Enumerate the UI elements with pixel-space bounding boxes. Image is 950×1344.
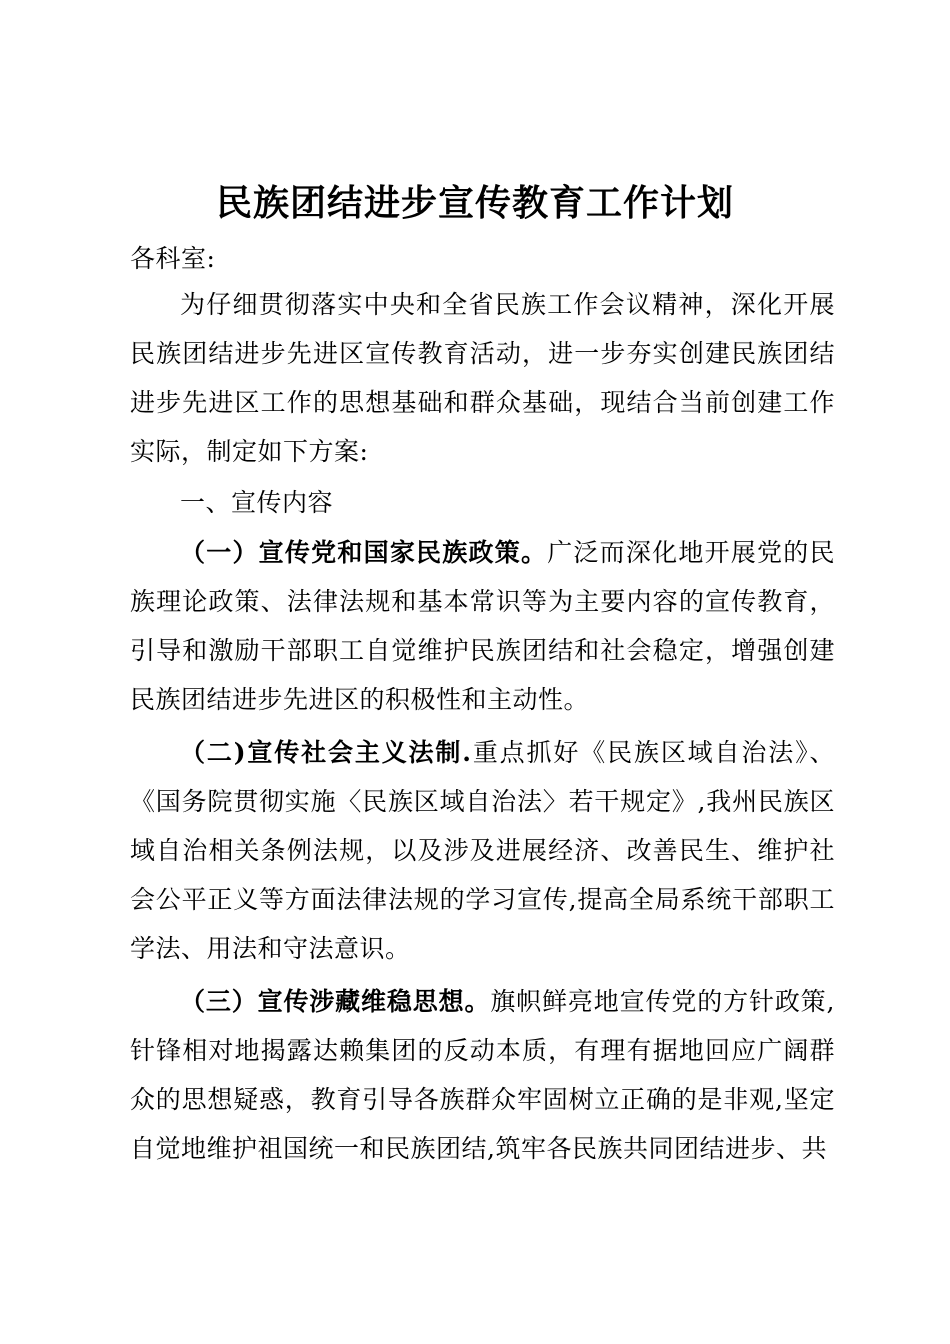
paragraph-stability-thought xyxy=(130,977,835,1173)
paragraph-lead: （二)宣传社会主义法制. xyxy=(180,738,472,767)
document-title: 民族团结进步宣传教育工作计划 xyxy=(215,182,734,224)
section-heading-publicity-content: 一、宣传内容 xyxy=(180,488,334,517)
paragraph-body: 重点抓好《民族区域自治法》、《国务院贯彻实施〈民族区域自治法〉若干规定》,我州民族区域自治相关条例法规，以及涉及进展经济、改善民生、维护社会公平正义等方面法律法规的学习宣传,提高全局系统干部职工学法、用法和守法意识。 xyxy=(130,738,835,963)
paragraph-lead: （一）宣传党和国家民族政策。 xyxy=(180,538,548,567)
paragraph-socialist-law xyxy=(130,728,835,973)
paragraph-national-policy xyxy=(130,528,835,724)
salutation: 各科室: xyxy=(130,244,216,273)
intro-paragraph: 为仔细贯彻落实中央和全省民族工作会议精神，深化开展民族团结进步先进区宣传教育活动，进一步夯实创建民族团结进步先进区工作的思想基础和群众基础，现结合当前创建工作实际，制定如下方案: xyxy=(130,290,835,466)
paragraph-lead: （三）宣传涉藏维稳思想。 xyxy=(180,987,491,1016)
paragraph-body: 旗帜鲜亮地宣传党的方针政策,针锋相对地揭露达赖集团的反动本质，有理有据地回应广阔群众的思想疑惑，教育引导各族群众牢固树立正确的是非观,坚定自觉地维护祖国统一和民族团结,筑牢各民族共同团结进步、共 xyxy=(130,987,835,1163)
paragraph-body: 广泛而深化地开展党的民族理论政策、法律法规和基本常识等为主要内容的宣传教育，引导和激励干部职工自觉维护民族团结和社会稳定，增强创建民族团结进步先进区的积极性和主动性。 xyxy=(130,538,835,714)
